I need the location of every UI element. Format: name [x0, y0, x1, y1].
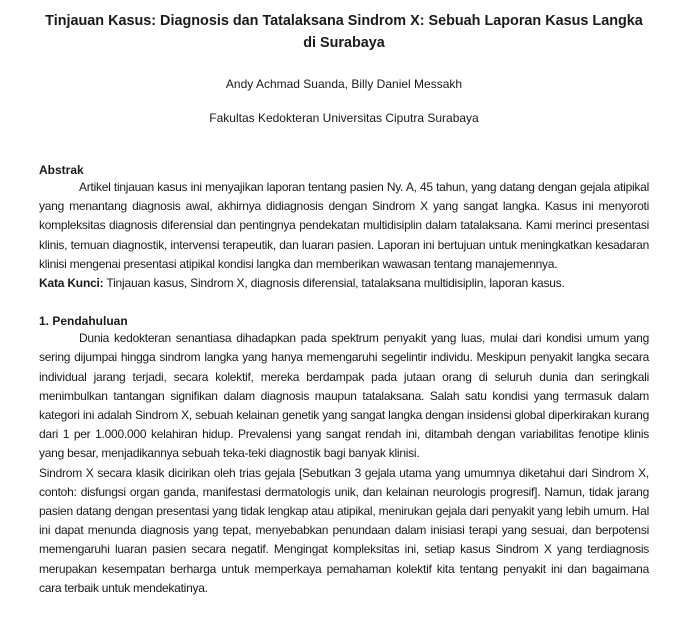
paper-affiliation: Fakultas Kedokteran Universitas Ciputra Surabaya [209, 111, 479, 125]
keywords-text: Tinjauan kasus, Sindrom X, diagnosis diferensial, tatalaksana multidisiplin, laporan kasus. [106, 276, 565, 291]
keywords-label: Kata Kunci: [39, 276, 104, 291]
paper-authors: Andy Achmad Suanda, Billy Daniel Messakh [225, 77, 463, 91]
abstract-body: Artikel tinjauan kasus ini menyajikan laporan tentang pasien Ny. A, 45 tahun, yang datang dengan gejala atipikal yang menantang diagnosis awal, akhirnya didiagnosis dengan Sindrom X yang sangat langka. Kasus ini menyoroti kompleksitas diagnosis diferensial dan pentingnya pendekatan multidisiplin dalam tatalaksana. Kami merinci presentasi klinis, temuan diagnostik, intervensi terapeutik, dan luaran pasien. Laporan ini bertujuan untuk meningkatkan kesadaran klinisi mengenai presentasi atipikal kondisi langka dan memberikan wawasan tentang manajemennya. [39, 180, 649, 271]
paper-title: Tinjauan Kasus: Diagnosis dan Tatalaksana Sindrom X: Sebuah Laporan Kasus Langka di Surabaya [45, 13, 643, 51]
keywords-line [39, 274, 649, 293]
abstract-heading: Abstrak [39, 163, 84, 177]
introduction-paragraph-1: Dunia kedokteran senantiasa dihadapkan pada spektrum penyakit yang luas, mulai dari kondisi umum yang sering dijumpai hingga sindrom langka yang hanya memengaruhi segelintir individu. Meskipun penyakit langka secara individual jarang terjadi, secara kolektif, mereka berdampak pada jutaan orang di seluruh dunia dan seringkali menimbulkan tantangan signifikan dalam diagnosis maupun tatalaksana. Salah satu kondisi yang termasuk dalam kategori ini adalah Sindrom X, sebuah kelainan genetik yang sangat langka dengan insidensi global diperkirakan kurang dari 1 per 1.000.000 kelahiran hidup. Prevalensi yang sangat rendah ini, ditambah dengan variabilitas fenotipe klinis yang besar, menjadikannya sebuah teka-teki diagnostik bagi banyak klinisi. [39, 331, 649, 461]
introduction-paragraph-2: Sindrom X secara klasik dicirikan oleh trias gejala [Sebutkan 3 gejala utama yang umumnya diketahui dari Sindrom X, contoh: disfungsi organ ganda, manifestasi dermatologis unik, dan kelainan neurologis progresif]. Namun, tidak jarang pasien datang dengan presentasi yang tidak lengkap atau atipikal, menirukan gejala dari penyakit yang lebih umum. Hal ini dapat menunda diagnosis yang tepat, menyebabkan penundaan dalam inisiasi terapi yang sesuai, dan berpotensi memengaruhi luaran pasien secara negatif. Mengingat kompleksitas ini, setiap kasus Sindrom X yang terdiagnosis merupakan kesempatan berharga untuk memperkaya pemahaman kolektif kita tentang penyakit ini dan bagaimana cara terbaik untuk mendekatinya. [39, 465, 649, 595]
introduction-heading: 1. Pendahuluan [39, 314, 128, 329]
